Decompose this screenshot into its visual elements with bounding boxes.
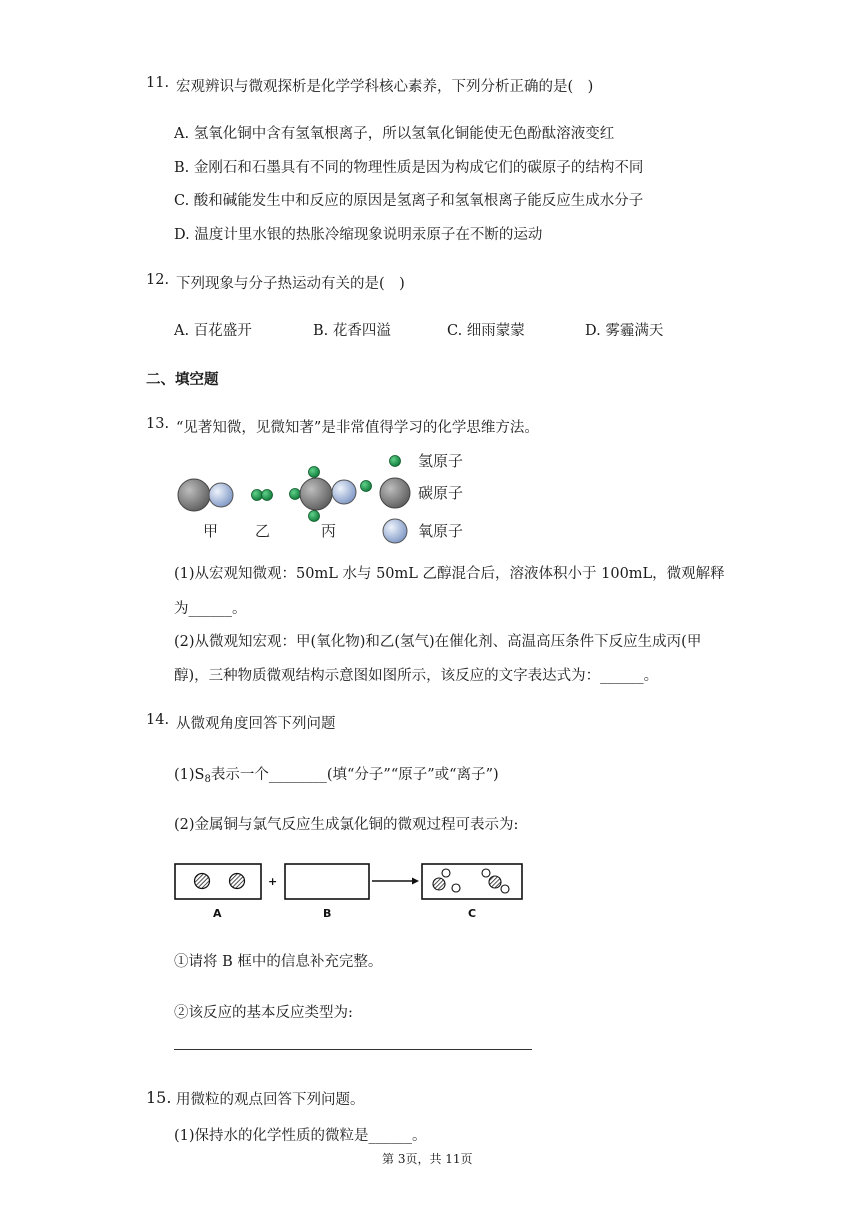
q11-option-d: D. 温度计里水银的热胀冷缩现象说明汞原子在不断的运动 bbox=[174, 227, 543, 243]
q12-option-c: C. 细雨蒙蒙 bbox=[447, 323, 525, 339]
q14-number: 14. bbox=[146, 712, 170, 728]
molecule-diagram bbox=[170, 445, 490, 550]
reaction-diagram bbox=[172, 858, 528, 918]
q14-stem: 从微观角度回答下列问题 bbox=[176, 716, 336, 732]
legend-oxygen-icon bbox=[383, 519, 407, 543]
legend-oxygen: 氧原子 bbox=[418, 522, 464, 540]
molecule-jia-icon bbox=[178, 479, 233, 511]
label-bing: 丙 bbox=[321, 522, 337, 540]
arrow-head-icon bbox=[412, 878, 419, 885]
legend-hydrogen-icon bbox=[390, 456, 401, 467]
molecule-bing-icon bbox=[290, 467, 372, 522]
q12-option-b: B. 花香四溢 bbox=[313, 323, 391, 339]
q13-stem: “见著知微，见微知著”是非常值得学习的化学思维方法。 bbox=[176, 420, 539, 436]
plus-sign: + bbox=[268, 875, 278, 888]
section-title: 二、填空题 bbox=[146, 371, 219, 388]
q13-part1-line1: (1)从宏观知微观：50mL 水与 50mL 乙醇混合后，溶液体积小于 100mL，微观解释 bbox=[174, 566, 725, 582]
legend-carbon-icon bbox=[380, 478, 410, 508]
q14-part2: (2)金属铜与氯气反应生成氯化铜的微观过程可表示为: bbox=[174, 817, 519, 833]
q12-stem: 下列现象与分子热运动有关的是( ) bbox=[176, 276, 405, 292]
q15-stem: 用微粒的观点回答下列问题。 bbox=[176, 1092, 365, 1108]
answer-line[interactable] bbox=[174, 1049, 532, 1050]
q13-part1-line2: 为______。 bbox=[174, 601, 247, 617]
q11-option-a: A. 氢氧化铜中含有氢氧根离子，所以氢氧化铜能使无色酚酞溶液变红 bbox=[174, 126, 615, 142]
label-jia: 甲 bbox=[203, 522, 219, 540]
q13-part2-line2: 醇)，三种物质微观结构示意图如图所示，该反应的文字表达式为：______。 bbox=[174, 668, 659, 684]
label-yi: 乙 bbox=[255, 522, 271, 540]
copper-atom-icon bbox=[230, 874, 245, 889]
page-footer: 第 3页，共 11页 bbox=[382, 1152, 473, 1166]
legend-hydrogen: 氢原子 bbox=[418, 452, 464, 470]
q15-number: 15. bbox=[146, 1088, 172, 1107]
q11-stem: 宏观辨识与微观探析是化学学科核心素养，下列分析正确的是( ) bbox=[176, 79, 594, 95]
copper-atom-icon bbox=[195, 874, 210, 889]
box-c-label: C bbox=[468, 907, 477, 918]
box-b[interactable] bbox=[285, 864, 369, 899]
copper-chloride-molecule-icon bbox=[482, 869, 509, 893]
q14-sub1: ①请将 B 框中的信息补充完整。 bbox=[174, 954, 383, 970]
q11-number: 11. bbox=[146, 75, 170, 91]
q14-part1: $(1)S_8$表示一个________(填“分子”“原子”或“离子”) bbox=[174, 767, 499, 785]
copper-chloride-molecule-icon bbox=[433, 869, 460, 892]
q13-part2-line1: (2)从微观知宏观：甲(氧化物)和乙(氢气)在催化剂、高温高压条件下反应生成丙(甲 bbox=[174, 634, 702, 650]
q14-sub2: ②该反应的基本反应类型为: bbox=[174, 1005, 353, 1021]
box-b-label: B bbox=[323, 907, 332, 918]
legend-carbon: 碳原子 bbox=[418, 484, 464, 502]
q15-part1: (1)保持水的化学性质的微粒是______。 bbox=[174, 1128, 427, 1144]
box-a-label: A bbox=[213, 907, 222, 918]
molecule-yi-icon bbox=[252, 490, 273, 501]
q11-option-b: B. 金刚石和石墨具有不同的物理性质是因为构成它们的碳原子的结构不同 bbox=[174, 160, 644, 176]
q11-option-c: C. 酸和碱能发生中和反应的原因是氢离子和氢氧根离子能反应生成水分子 bbox=[174, 193, 644, 209]
box-a bbox=[175, 864, 261, 899]
q12-option-d: D. 雾霾满天 bbox=[585, 323, 664, 339]
q13-number: 13. bbox=[146, 416, 170, 432]
q12-option-a: A. 百花盛开 bbox=[174, 323, 252, 339]
q12-number: 12. bbox=[146, 272, 170, 288]
